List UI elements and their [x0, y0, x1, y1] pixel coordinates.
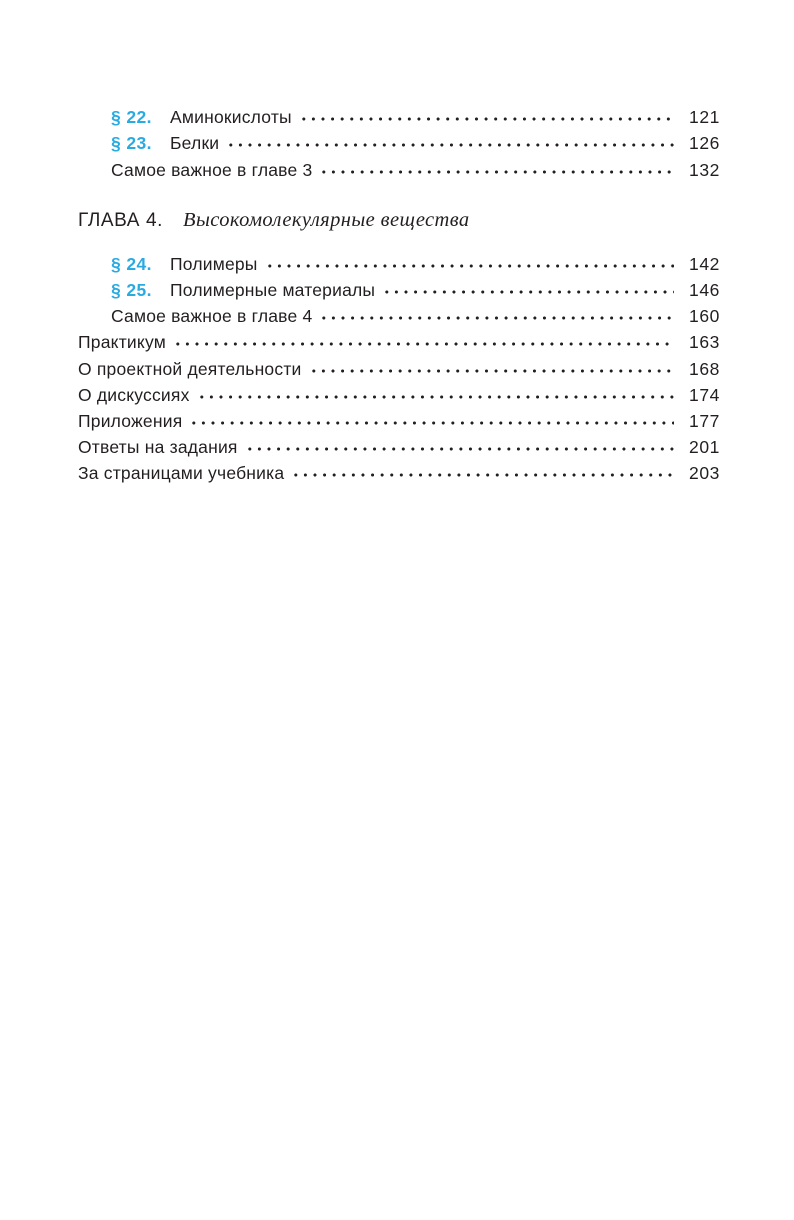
- paragraph-number: § 23.: [111, 133, 152, 154]
- toc-entry-title: Белки: [170, 133, 220, 154]
- toc-entry-page: 160: [689, 306, 720, 327]
- toc-entry-title: Самое важное в главе 3: [111, 159, 313, 180]
- chapter-title: Высокомолекулярные вещества: [183, 208, 470, 231]
- dot-leader: [309, 353, 674, 379]
- toc-entry: [78, 353, 720, 379]
- toc-entry-page: 203: [689, 463, 720, 484]
- paragraph-number: § 22.: [111, 107, 152, 128]
- toc-entry: [78, 275, 720, 301]
- toc-entry-title: Приложения: [78, 410, 183, 431]
- toc-entry-page: 174: [689, 384, 720, 405]
- dot-leader: [265, 249, 674, 275]
- dot-leader: [226, 128, 674, 154]
- toc-entry-page: 168: [689, 358, 720, 379]
- toc-entry-title: Самое важное в главе 4: [111, 306, 313, 327]
- toc-entry: [78, 301, 720, 327]
- toc-entry: [78, 154, 720, 180]
- dot-leader: [173, 327, 674, 353]
- toc-entry-page: 177: [689, 410, 720, 431]
- dot-leader: [291, 458, 674, 484]
- toc-entry-title: За страницами учебника: [78, 463, 285, 484]
- chapter-label: ГЛАВА 4.: [78, 209, 164, 231]
- toc-entry: [78, 406, 720, 432]
- toc-entry: [78, 327, 720, 353]
- dot-leader: [245, 432, 674, 458]
- toc-entry: [78, 432, 720, 458]
- paragraph-number: § 24.: [111, 253, 152, 274]
- toc-entry-page: 121: [689, 107, 720, 128]
- dot-leader: [189, 406, 674, 432]
- paragraph-number: § 25.: [111, 279, 152, 300]
- dot-leader: [197, 380, 674, 406]
- dot-leader: [319, 154, 674, 180]
- toc-entry-title: Аминокислоты: [170, 107, 292, 128]
- toc-entry-page: 163: [689, 332, 720, 353]
- toc-entry-title: Ответы на задания: [78, 437, 238, 458]
- toc-entry: [78, 380, 720, 406]
- toc-entry-page: 201: [689, 437, 720, 458]
- table-of-contents: [78, 102, 720, 484]
- toc-entry-page: 146: [689, 279, 720, 300]
- dot-leader: [319, 301, 674, 327]
- toc-entry-title: Полимеры: [170, 253, 258, 274]
- toc-entry: [78, 102, 720, 128]
- toc-entry-page: 142: [689, 253, 720, 274]
- toc-entry-title: О дискуссиях: [78, 384, 190, 405]
- toc-entry-page: 126: [689, 133, 720, 154]
- toc-entry: [78, 249, 720, 275]
- dot-leader: [299, 102, 674, 128]
- toc-entry-title: Полимерные материалы: [170, 279, 376, 300]
- toc-entry: [78, 128, 720, 154]
- dot-leader: [382, 275, 674, 301]
- toc-entry-title: Практикум: [78, 332, 166, 353]
- toc-entry-page: 132: [689, 159, 720, 180]
- toc-entry-title: О проектной деятельности: [78, 358, 302, 379]
- toc-entry: [78, 458, 720, 484]
- chapter-heading: [78, 205, 720, 235]
